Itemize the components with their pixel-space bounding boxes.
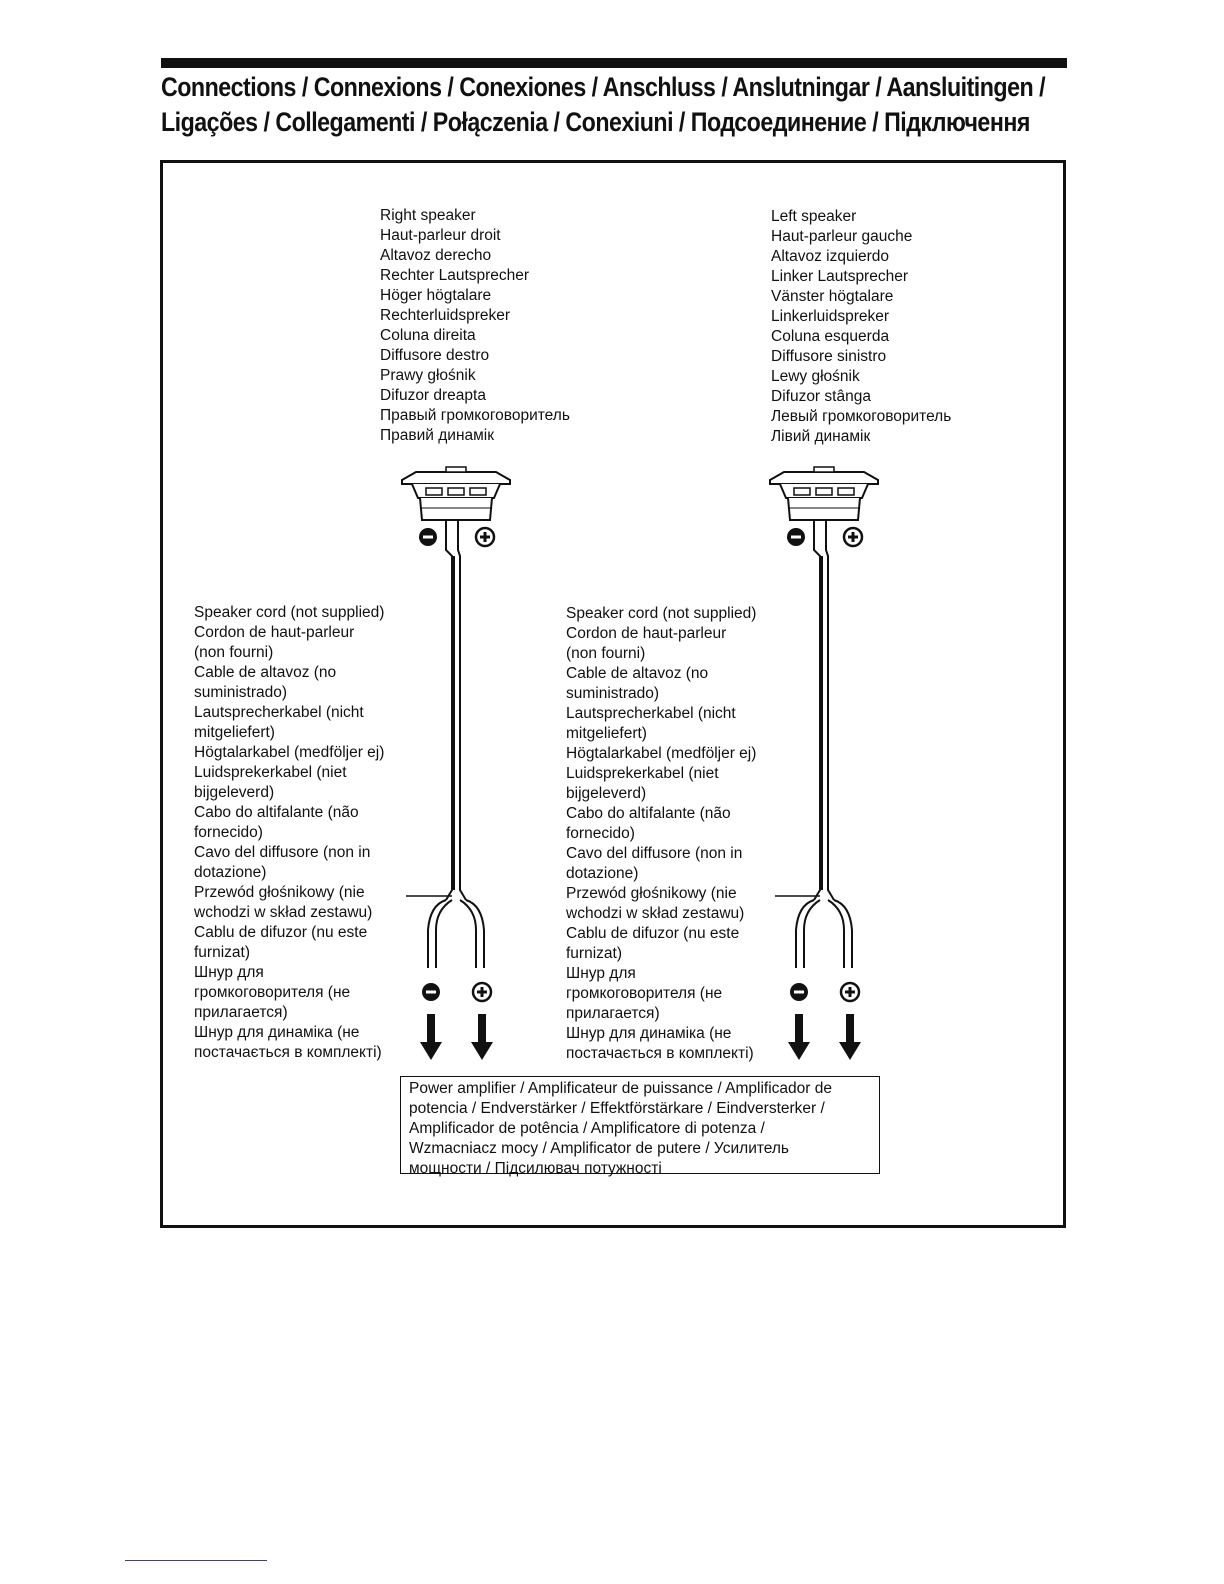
speaker-cord-label: Cable de altavoz (no	[194, 664, 337, 681]
left-speaker-label: Vänster högtalare	[771, 288, 894, 305]
speaker-cord-label: постачається в комплекті)	[194, 1044, 382, 1061]
speaker-cord-label: Cordon de haut-parleur	[566, 625, 727, 642]
speaker-cord-label: Cordon de haut-parleur	[194, 624, 355, 641]
page-title-line-2: Ligações / Collegamenti / Połączenia / Conexiuni / Подсоединение / Підключення	[161, 107, 1030, 137]
right-speaker-label: Altavoz derecho	[380, 247, 492, 264]
speaker-cord-label: громкоговорителя (не	[566, 985, 723, 1002]
left-speaker-label: Coluna esquerda	[771, 328, 890, 345]
speaker-cord-label: прилагается)	[566, 1005, 660, 1022]
left-speaker-label: Diffusore sinistro	[771, 348, 887, 365]
speaker-cord-label: Cable de altavoz (no	[566, 665, 709, 682]
amplifier-label-line: мощности / Підсилювач потужності	[409, 1160, 662, 1177]
speaker-cord-label: прилагается)	[194, 1004, 288, 1021]
page-title-line-1: Connections / Connexions / Conexiones / Anschluss / Anslutningar / Aansluitingen /	[161, 72, 1046, 102]
speaker-cord-label: furnizat)	[566, 945, 622, 962]
left-speaker-label: Difuzor stânga	[771, 388, 871, 405]
speaker-cord-label: bijgeleverd)	[194, 784, 275, 801]
speaker-cord-label: bijgeleverd)	[566, 785, 647, 802]
right-speaker-label: Правый громкоговоритель	[380, 407, 570, 424]
speaker-cord-label: Шнур для динаміка (не	[194, 1024, 360, 1041]
speaker-cord-label: Шнур для	[194, 964, 264, 981]
speaker-cord-label: (non fourni)	[566, 645, 646, 662]
speaker-cord-label: dotazione)	[194, 864, 267, 881]
right-speaker-label: Rechter Lautsprecher	[380, 267, 530, 284]
speaker-cord-label: (non fourni)	[194, 644, 274, 661]
speaker-cord-label: Cavo del diffusore (non in	[566, 845, 743, 862]
speaker-cord-label: fornecido)	[566, 825, 635, 842]
right-cord-minus-terminal	[422, 983, 440, 1001]
speaker-cord-label: suministrado)	[566, 685, 660, 702]
speaker-cord-label: Cabo do altifalante (não	[194, 804, 359, 821]
speaker-cord-label: Lautsprecherkabel (nicht	[566, 705, 736, 722]
amplifier-label-line: Power amplifier / Amplificateur de puissance / Amplificador de	[409, 1080, 833, 1097]
speaker-cord-label: Cabo do altifalante (não	[566, 805, 731, 822]
left-minus-arrow-icon	[788, 1014, 810, 1060]
speaker-cord-label: suministrado)	[194, 684, 288, 701]
right-speaker-label: Coluna direita	[380, 327, 476, 344]
footer-rule	[125, 1560, 267, 1561]
left-speaker-label: Лівий динамік	[771, 428, 871, 445]
amplifier-label-line: potencia / Endverstärker / Effektförstärkare / Eindversterker /	[409, 1100, 825, 1117]
speaker-cord-label: dotazione)	[566, 865, 639, 882]
left-cord-minus-terminal	[790, 983, 808, 1001]
amplifier-label-line: Amplificador de potência / Amplificatore di potenza /	[409, 1120, 765, 1137]
speaker-cord-label: Przewód głośnikowy (nie	[194, 884, 365, 901]
left-speaker-label: Linker Lautsprecher	[771, 268, 908, 285]
speaker-cord-label: Cablu de difuzor (nu este	[194, 924, 368, 941]
left-cord-plus-terminal	[841, 983, 859, 1001]
right-speaker-icon	[402, 467, 510, 520]
speaker-cord-label: постачається в комплекті)	[566, 1045, 754, 1062]
speaker-cord-label: Luidsprekerkabel (niet	[566, 765, 719, 782]
speaker-cord-label: Högtalarkabel (medföljer ej)	[194, 744, 385, 761]
right-speaker-label: Difuzor dreapta	[380, 387, 486, 404]
right-speaker-label: Höger högtalare	[380, 287, 492, 304]
speaker-cord-label: mitgeliefert)	[194, 724, 275, 741]
right-plus-arrow-icon	[471, 1014, 493, 1060]
right-speaker-label: Haut-parleur droit	[380, 227, 501, 244]
right-speaker-cord	[406, 520, 484, 968]
right-speaker-label: Right speaker	[380, 207, 476, 224]
left-speaker-label: Левый громкоговоритель	[771, 408, 952, 425]
left-speaker-label: Linkerluidspreker	[771, 308, 890, 325]
left-plus-arrow-icon	[839, 1014, 861, 1060]
right-speaker-label: Prawy głośnik	[380, 367, 476, 384]
right-speaker-label: Правий динамік	[380, 427, 495, 444]
right-speaker-plus-terminal	[476, 528, 494, 546]
left-speaker-plus-terminal	[844, 528, 862, 546]
speaker-cord-label: Cavo del diffusore (non in	[194, 844, 371, 861]
speaker-cord-label: wchodzi w skład zestawu)	[194, 904, 373, 921]
speaker-cord-label: Lautsprecherkabel (nicht	[194, 704, 364, 721]
right-minus-arrow-icon	[420, 1014, 442, 1060]
left-speaker-cord	[775, 520, 852, 968]
left-speaker-label: Altavoz izquierdo	[771, 248, 890, 265]
right-speaker-label: Rechterluidspreker	[380, 307, 511, 324]
right-speaker-label: Diffusore destro	[380, 347, 490, 364]
left-speaker-minus-terminal	[787, 528, 805, 546]
speaker-cord-label: Przewód głośnikowy (nie	[566, 885, 737, 902]
speaker-cord-label: Speaker cord (not supplied)	[194, 604, 385, 621]
right-speaker-minus-terminal	[419, 528, 437, 546]
speaker-cord-label: mitgeliefert)	[566, 725, 647, 742]
speaker-cord-label: wchodzi w skład zestawu)	[566, 905, 745, 922]
speaker-cord-label: fornecido)	[194, 824, 263, 841]
speaker-cord-label: Luidsprekerkabel (niet	[194, 764, 347, 781]
speaker-cord-label: Cablu de difuzor (nu este	[566, 925, 740, 942]
speaker-cord-label: Шнур для динаміка (не	[566, 1025, 732, 1042]
speaker-cord-label: Högtalarkabel (medföljer ej)	[566, 745, 757, 762]
amplifier-label-line: Wzmacniacz mocy / Amplificator de putere / Усилитель	[409, 1140, 790, 1157]
right-cord-plus-terminal	[473, 983, 491, 1001]
left-speaker-label: Left speaker	[771, 208, 857, 225]
speaker-cord-label: furnizat)	[194, 944, 250, 961]
speaker-cord-label: громкоговорителя (не	[194, 984, 351, 1001]
speaker-cord-label: Speaker cord (not supplied)	[566, 605, 757, 622]
left-speaker-label: Haut-parleur gauche	[771, 228, 913, 245]
left-speaker-icon	[770, 467, 878, 520]
speaker-cord-label: Шнур для	[566, 965, 636, 982]
left-speaker-label: Lewy głośnik	[771, 368, 860, 385]
